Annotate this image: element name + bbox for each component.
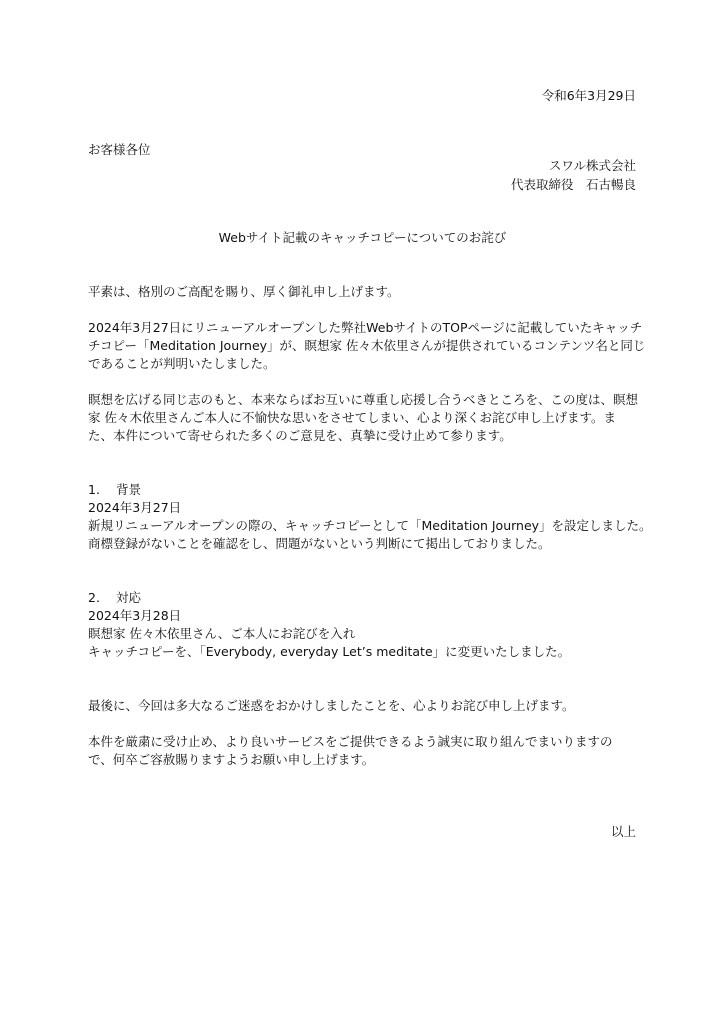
section2-line: キャッチコピーを、「Everybody, everyday Let’s meditate」に変更いたしました。: [88, 644, 571, 659]
section2-title: 対応: [116, 590, 142, 605]
document-date: 令和6年3月29日: [541, 88, 636, 103]
representative-name: 代表取締役 石古暢良: [510, 177, 636, 192]
end-mark: 以上: [610, 824, 636, 839]
greeting-text: 平素は、格別のご高配を賜り、厚く御礼申し上げます。: [88, 284, 400, 299]
paragraph2-line: 瞑想を広げる同じ志のもと、本来ならばお互いに尊重し応援し合うべきところを、この度は、瞑想: [88, 392, 639, 407]
closing-line: で、何卒ご容赦賜りますようお願い申し上げます。: [88, 752, 375, 767]
paragraph1-line: 2024年3月27日にリニューアルオープンした弊社WebサイトのTOPページに記載していたキャッチ: [88, 320, 643, 335]
paragraph2-line: た、本件について寄せられた多くのご意見を、真摯に受け止めて参ります。: [88, 428, 512, 443]
paragraph2-line: 家 佐々木依里さんご本人に不愉快な思いをさせてしまい、心より深くお詫び申し上げます。ま: [88, 410, 616, 425]
company-name: スワル株式会社: [548, 158, 636, 173]
section2-number: 2.: [88, 590, 100, 605]
section2-heading: [88, 592, 141, 605]
closing-line: 本件を厳粛に受け止め、より良いサービスをご提供できるよう誠実に取り組んでまいりますの: [88, 734, 613, 749]
section2-date: 2024年3月28日: [88, 608, 182, 623]
section1-line: 新規リニューアルオープンの際の、キャッチコピーとして「Meditation Journey」を設定しました。: [88, 518, 652, 533]
paragraph1-line: チコピー「Meditation Journey」が、瞑想家 佐々木依里さんが提供されているコンテンツ名と同じ: [88, 338, 646, 353]
section1-number: 1.: [88, 482, 100, 497]
document-title: Webサイト記載のキャッチコピーについてのお詫び: [218, 230, 507, 245]
section1-date: 2024年3月27日: [88, 500, 182, 515]
section1-heading: [88, 484, 141, 497]
section1-title: 背景: [116, 482, 142, 497]
addressee: お客様各位: [88, 142, 151, 157]
section1-line: 商標登録がないことを確認をし、問題がないという判断にて掲出しておりました。: [88, 536, 551, 551]
paragraph1-line: であることが判明いたしました。: [88, 356, 276, 371]
section2-line: 瞑想家 佐々木依里さん、ご本人にお詫びを入れ: [88, 626, 356, 641]
closing-apology: 最後に、今回は多大なるご迷惑をおかけしましたことを、心よりお詫び申し上げます。: [88, 698, 575, 713]
